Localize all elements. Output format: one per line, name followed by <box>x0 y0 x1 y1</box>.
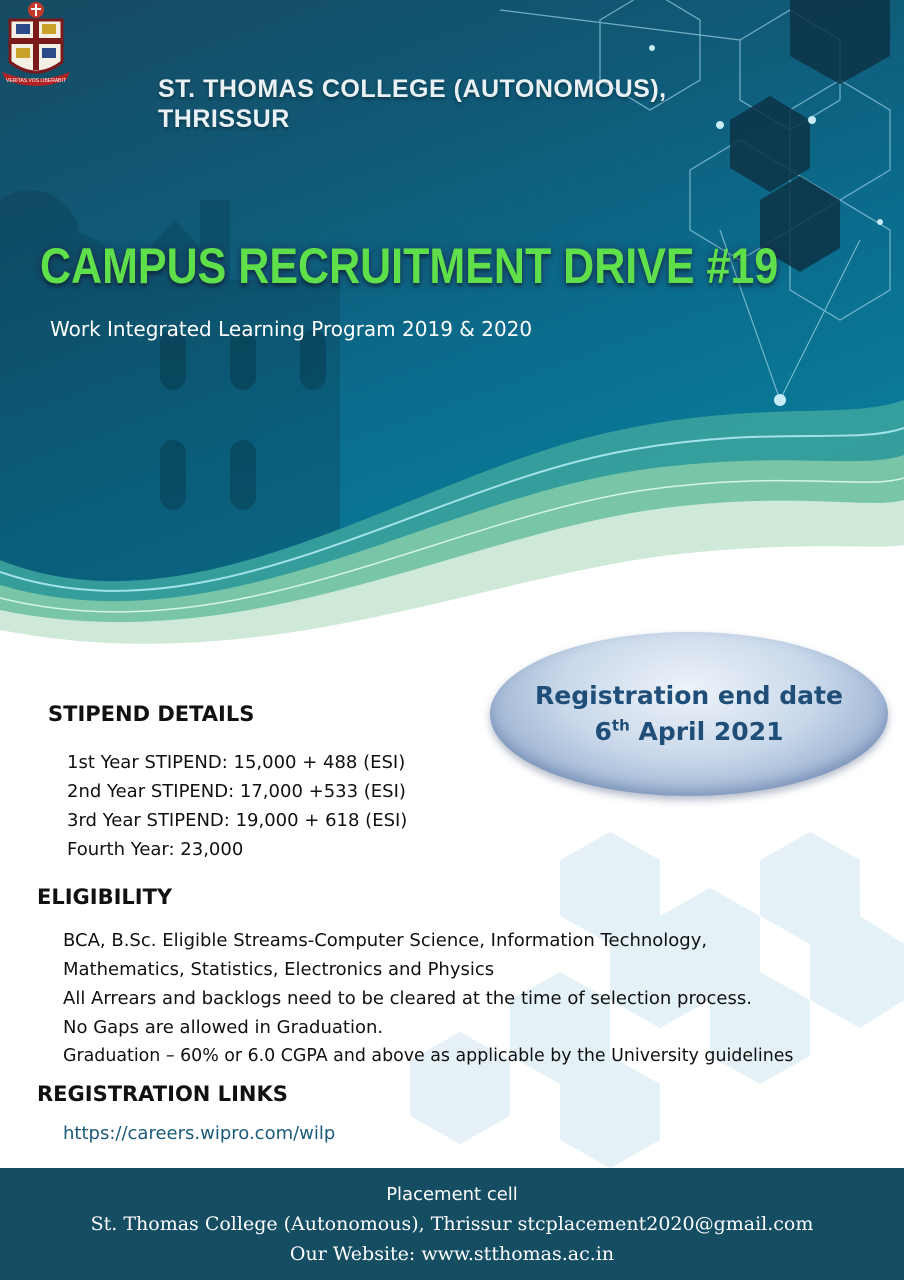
footer-website: Our Website: www.stthomas.ac.in <box>289 1243 615 1265</box>
college-name <box>158 74 667 134</box>
drive-subtitle: Work Integrated Learning Program 2019 & 2020 <box>50 317 533 341</box>
footer-contact: St. Thomas College (Autonomous), Thrissur stcplacement2020@gmail.com <box>90 1213 814 1235</box>
eligibility-item: No Gaps are allowed in Graduation. <box>63 1017 384 1038</box>
footer-placement-cell: Placement cell <box>386 1184 518 1205</box>
eligibility-item: BCA, B.Sc. Eligible Streams-Computer Science, Information Technology, <box>63 930 708 951</box>
stipend-item: 2nd Year STIPEND: 17,000 +533 (ESI) <box>67 781 406 802</box>
stipend-item: Fourth Year: 23,000 <box>67 839 244 860</box>
eligibility-item: Mathematics, Statistics, Electronics and Physics <box>63 959 495 980</box>
stipend-item: 1st Year STIPEND: 15,000 + 488 (ESI) <box>67 752 406 773</box>
registration-link[interactable]: https://careers.wipro.com/wilp <box>63 1123 336 1144</box>
stipend-item: 3rd Year STIPEND: 19,000 + 618 (ESI) <box>67 810 408 831</box>
college-logo <box>0 0 72 90</box>
registration-date: 6th April 2021 <box>594 716 784 746</box>
college-name-line2: THRISSUR <box>158 105 290 133</box>
eligibility-heading: ELIGIBILITY <box>37 885 173 909</box>
eligibility-item: All Arrears and backlogs need to be cleared at the time of selection process. <box>63 988 752 1009</box>
drive-title: CAMPUS RECRUITMENT DRIVE #19 <box>40 238 779 294</box>
college-name-line1: ST. THOMAS COLLEGE (AUTONOMOUS), <box>158 75 667 103</box>
eligibility-item: Graduation – 60% or 6.0 CGPA and above as applicable by the University guidelines <box>63 1046 794 1066</box>
stipend-heading: STIPEND DETAILS <box>48 702 255 726</box>
logo-motto: VERITAS VOS LIBERABIT <box>6 78 66 84</box>
registration-deadline-badge <box>490 632 888 796</box>
registration-links-heading: REGISTRATION LINKS <box>37 1082 288 1106</box>
footer <box>0 1168 904 1280</box>
registration-label: Registration end date <box>535 681 843 710</box>
